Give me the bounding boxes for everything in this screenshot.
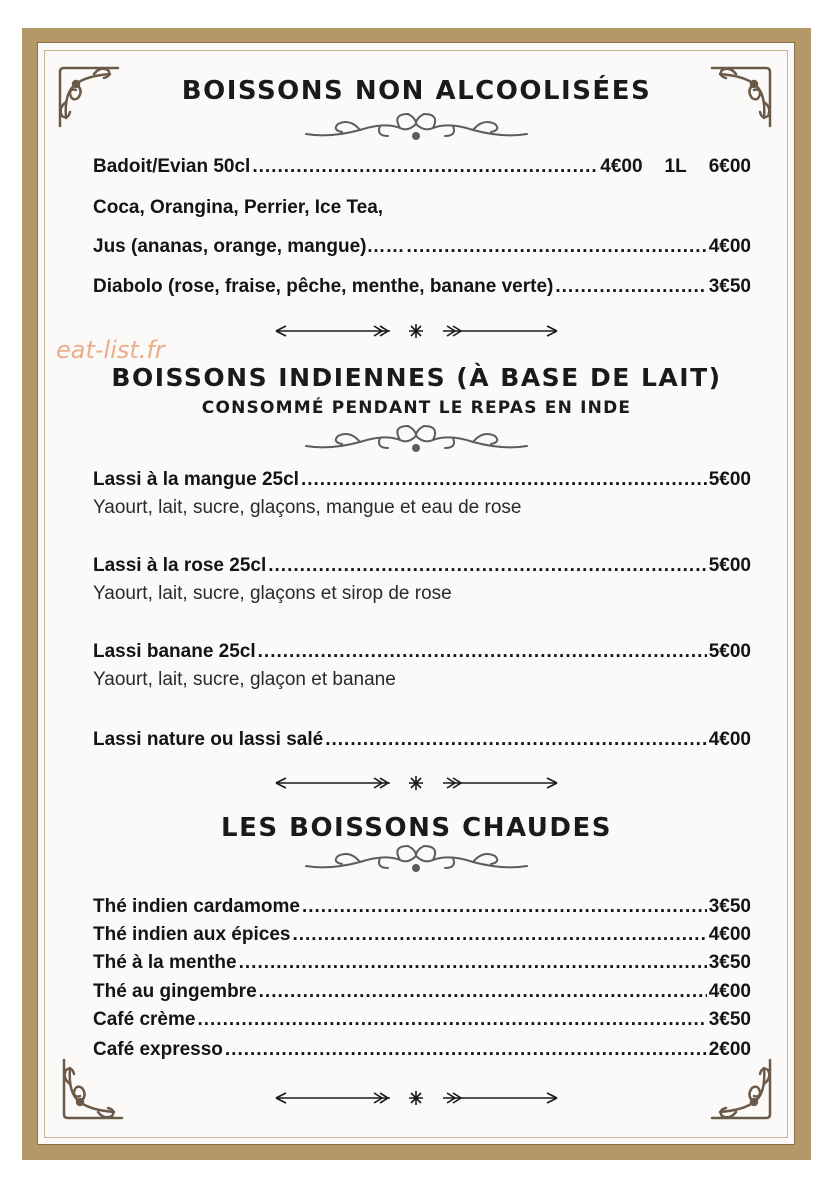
item-description: Yaourt, lait, sucre, glaçons et sirop de rose [93,583,452,604]
item-price: 4€00 [708,236,751,257]
item-price: 3€50 [708,896,751,917]
menu-item-the-menthe [93,951,751,975]
leader-dots [197,1008,706,1032]
item-name: Thé au gingembre [93,981,257,1002]
item-price: 4€00 [708,924,751,945]
flourish-icon [300,422,533,456]
item-price: 3€50 [708,276,751,297]
divider-arrow-icon [270,775,563,791]
item-name: Lassi à la rose 25cl [93,555,267,576]
flourish-icon [300,842,533,876]
item-description: Yaourt, lait, sucre, glaçons, mangue et eau de rose [93,497,522,518]
corner-ornament-icon [706,1054,776,1124]
menu-item-cafe-expresso [93,1038,751,1062]
item-name: Lassi nature ou lassi salé [93,729,324,750]
item-name: Café crème [93,1009,196,1030]
menu-item-sodas: Coca, Orangina, Perrier, Ice Tea, [93,197,384,218]
menu-item-the-epices [93,923,751,947]
section-title-hot: LES BOISSONS CHAUDES [221,813,612,843]
watermark-text: eat-list.fr [56,336,165,364]
leader-dots [259,980,707,1004]
item-name: Badoit/Evian 50cl [93,156,251,177]
leader-dots [252,155,598,179]
divider-arrow-icon [270,323,563,339]
leader-dots [239,951,707,975]
item-price-2: 6€00 [708,156,751,177]
section-title-non-alcoholic: BOISSONS NON ALCOOLISÉES [181,76,652,106]
menu-item-the-cardamome [93,895,751,919]
menu-item-lassi-nature [93,728,751,752]
item-price: 4€00 [600,156,643,177]
divider-arrow-icon [270,1090,563,1106]
menu-item-cafe-creme [93,1008,751,1032]
item-size-2: 1L [664,156,687,177]
item-description: Yaourt, lait, sucre, glaçon et banane [93,669,396,690]
flourish-icon [300,110,533,144]
item-price: 4€00 [708,981,751,1002]
menu-item-badoit-evian [93,155,751,179]
item-price: 4€00 [708,729,751,750]
leader-dots [302,895,707,919]
item-name: Lassi à la mangue 25cl [93,469,299,490]
menu-item-the-gingembre [93,980,751,1004]
corner-ornament-icon [58,1054,128,1124]
leader-dots [406,235,706,259]
item-price: 3€50 [708,1009,751,1030]
item-name: Thé à la menthe [93,952,237,973]
leader-dots [225,1038,707,1062]
menu-item-lassi-rose [93,554,751,578]
leader-dots [258,640,707,664]
item-price: 5€00 [708,469,751,490]
item-price: 5€00 [708,555,751,576]
item-name: Thé indien cardamome [93,896,300,917]
item-name: Diabolo (rose, fraise, pêche, menthe, banane verte) [93,276,554,297]
menu-item-jus [93,235,751,259]
leader-dots [292,923,706,947]
item-name: Lassi banane 25cl [93,641,256,662]
item-price: 2€00 [708,1039,751,1060]
leader-dots [268,554,706,578]
section-subtitle-indian: CONSOMMÉ PENDANT LE REPAS EN INDE [201,398,632,418]
item-name: Jus (ananas, orange, mangue)…… [93,236,405,257]
leader-dots [325,728,707,752]
menu-item-diabolo [93,275,751,299]
item-name: Café expresso [93,1039,223,1060]
leader-dots [555,275,706,299]
leader-dots [301,468,707,492]
item-name: Thé indien aux épices [93,924,291,945]
menu-item-lassi-mangue [93,468,751,492]
menu-item-lassi-banane [93,640,751,664]
item-price: 3€50 [708,952,751,973]
section-title-indian: BOISSONS INDIENNES (À BASE DE LAIT) [111,363,722,392]
item-price: 5€00 [708,641,751,662]
